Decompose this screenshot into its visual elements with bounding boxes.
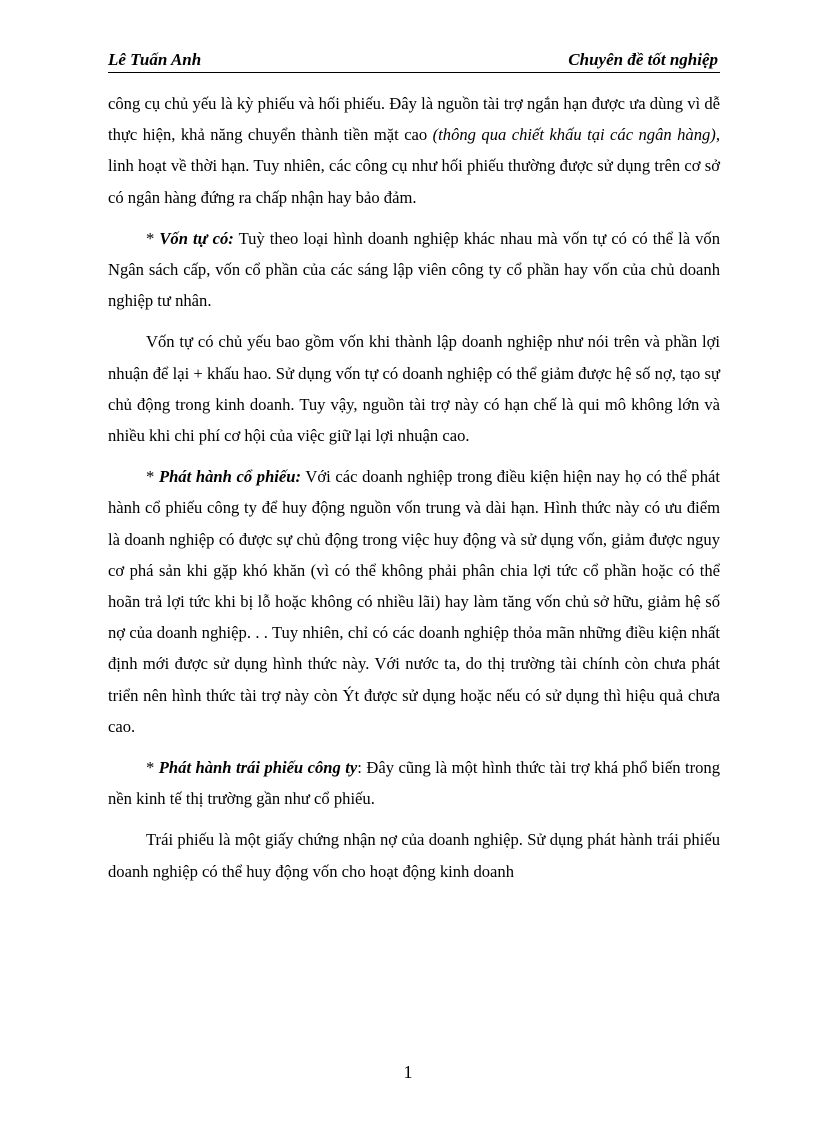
page-number: 1 — [403, 1062, 413, 1082]
header-title: Chuyên đề tốt nghiệp — [568, 50, 718, 69]
paragraph-text: Tuỳ theo loại hình doanh nghiệp khác nhau mà vốn tự có có thể là vốn Ngân sách cấp, vốn cổ phần của các sáng lập viên công ty cổ phần hay vốn của chủ doanh nghiệp tư nhân. — [108, 228, 720, 311]
header-author: Lê Tuấn Anh — [108, 50, 202, 69]
paragraph-heading-von-tu-co: Vốn tự có: — [159, 228, 234, 248]
paragraph-1-italic-note: (thông qua chiết khấu tại các ngân hàng) — [432, 125, 716, 145]
paragraph-phat-hanh-trai-phieu — [108, 752, 720, 814]
paragraph-text: Với các doanh nghiệp trong điều kiện hiện nay họ có thể phát hành cổ phiếu công ty để huy động nguồn vốn trung và dài hạn. Hình thức này có ưu điểm là doanh nghiệp có được sự chủ động trong việc huy động và sử dụng vốn, giảm được nguy cơ phá sản khi gặp khó khăn (vì có thể không phải phân chia lợi tức cổ phần hoặc có thể hoãn trả lợi tức khi bị lỗ hoặc không có nhiều lãi) hay làm tăng vốn chủ sở hữu, giảm hệ số nợ của doanh nghiệp. . . Tuy nhiên, chỉ có các doanh nghiệp thỏa mãn những điều kiện nhất định mới được sử dụng hình thức này. Với nước ta, do thị trường tài chính còn chưa phát triển nên hình thức tài trợ này còn Ýt được sử dụng hoặc nếu có sử dụng thì hiệu quả chưa cao. — [108, 467, 720, 736]
paragraph-6: Trái phiếu là một giấy chứng nhận nợ của doanh nghiệp. Sử dụng phát hành trái phiếu doanh nghiệp có thể huy động vốn cho hoạt động kinh doanh — [108, 830, 720, 881]
document-body — [108, 88, 720, 897]
paragraph-1-text-a: công cụ chủ yếu là kỳ phiếu và hối phiếu. Đây là nguồn tài trợ ngắn hạn được ưa dùng vì dễ thực hiện, khả năng chuyển thành tiền mặt cao — [108, 94, 720, 145]
bullet-marker: * — [146, 228, 160, 248]
paragraph-heading-trai-phieu: Phát hành trái phiếu công ty — [158, 758, 358, 778]
paragraph-von-tu-co — [108, 223, 720, 317]
paragraph-heading-co-phieu: Phát hành cổ phiếu: — [158, 467, 302, 487]
paragraph-1-text-b: , linh hoạt về thời hạn. Tuy nhiên, các công cụ như hối phiếu thường được sử dụng trên cơ sở có ngân hàng đứng ra chấp nhận hay bảo đảm. — [108, 125, 720, 207]
paragraph-3: Vốn tự có chủ yếu bao gồm vốn khi thành lập doanh nghiệp như nói trên và phần lợi nhuận để lại + khấu hao. Sử dụng vốn tự có doanh nghiệp có thể giảm được hệ số nợ, tạo sự chủ động trong kinh doanh. Tuy vậy, nguồn tài trợ này có hạn chế là qui mô không lớn và nhiều khi chi phí cơ hội của việc giữ lại lợi nhuận cao. — [108, 332, 720, 446]
page-header — [108, 50, 720, 73]
paragraph-1 — [108, 88, 720, 213]
bullet-marker: * — [146, 467, 159, 487]
paragraph-text: : Đây cũng là một hình thức tài trợ khá phổ biến trong nền kinh tế thị trường gần như cổ phiếu. — [108, 758, 720, 809]
bullet-marker: * — [146, 758, 159, 778]
paragraph-phat-hanh-co-phieu — [108, 461, 720, 742]
